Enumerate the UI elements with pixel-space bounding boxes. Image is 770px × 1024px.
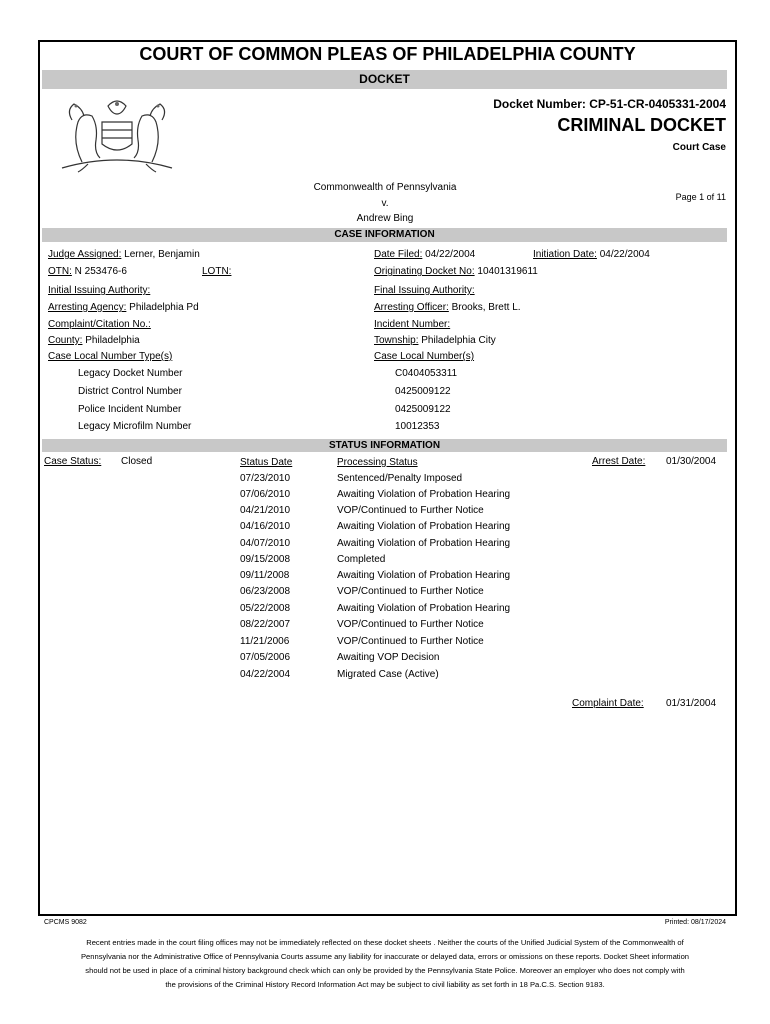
status-date: 09/11/2008 — [240, 570, 290, 581]
judge-value: Lerner, Benjamin — [124, 249, 200, 260]
court-case-label: Court Case — [672, 142, 726, 153]
complaint-date-value: 01/31/2004 — [666, 698, 717, 709]
status-date: 04/22/2004 — [240, 669, 291, 680]
township-value: Philadelphia City — [421, 335, 496, 346]
originating-docket-value: 10401319611 — [477, 266, 538, 277]
local-number-type: Legacy Docket Number — [78, 368, 183, 379]
local-number: 0425009122 — [395, 386, 451, 397]
local-number-type: District Control Number — [78, 386, 182, 397]
county-value: Philadelphia — [85, 335, 140, 346]
case-status-value: Closed — [121, 456, 153, 467]
local-number-type: Police Incident Number — [78, 404, 182, 415]
case-information-bar: CASE INFORMATION — [42, 228, 727, 242]
arresting-agency-value: Philadelphia Pd — [129, 302, 199, 313]
status-date: 06/23/2008 — [240, 586, 291, 597]
local-number-type-label: Case Local Number Type(s) — [48, 351, 173, 362]
status-date: 11/21/2006 — [240, 636, 290, 647]
processing-status: Awaiting VOP Decision — [337, 652, 440, 663]
status-date: 04/16/2010 — [240, 521, 291, 532]
judge-row — [48, 249, 200, 260]
status-date: 04/21/2010 — [240, 505, 291, 516]
form-id: CPCMS 9082 — [44, 919, 87, 926]
processing-status: Sentenced/Penalty Imposed — [337, 473, 463, 484]
local-number: C0404053311 — [395, 368, 458, 379]
township-row — [374, 335, 496, 346]
complaint-date-label: Complaint Date: — [572, 698, 644, 709]
processing-status: Migrated Case (Active) — [337, 669, 439, 680]
versus: v. — [381, 198, 389, 209]
status-information-bar: STATUS INFORMATION — [42, 439, 727, 452]
arresting-officer-label: Arresting Officer: — [374, 302, 449, 313]
status-date: 09/15/2008 — [240, 554, 291, 565]
court-title: COURT OF COMMON PLEAS OF PHILADELPHIA COUNTY — [139, 44, 636, 64]
township-label: Township: — [374, 335, 419, 346]
initiation-date-label: Initiation Date: — [533, 249, 597, 260]
otn-label: OTN: — [48, 266, 72, 277]
arresting-officer-row — [374, 302, 521, 313]
status-date: 05/22/2008 — [240, 603, 291, 614]
status-date: 04/07/2010 — [240, 538, 291, 549]
processing-status: Awaiting Violation of Probation Hearing — [337, 489, 511, 500]
date-filed-row — [374, 249, 475, 260]
final-issuing-label: Final Issuing Authority: — [374, 285, 475, 296]
page-indicator: Page 1 of 11 — [675, 192, 726, 202]
arrest-date-value: 01/30/2004 — [666, 456, 717, 467]
otn-value: N 253476-6 — [74, 266, 127, 277]
status-date: 07/06/2010 — [240, 489, 291, 500]
arresting-agency-label: Arresting Agency: — [48, 302, 127, 313]
judge-label: Judge Assigned: — [48, 249, 122, 260]
processing-status-header: Processing Status — [337, 457, 418, 468]
originating-docket-row — [374, 266, 538, 277]
county-row — [48, 335, 140, 346]
initial-issuing-label: Initial Issuing Authority: — [48, 285, 151, 296]
processing-status: Awaiting Violation of Probation Hearing — [337, 521, 511, 532]
arresting-officer-value: Brooks, Brett L. — [451, 302, 521, 313]
processing-status: Awaiting Violation of Probation Hearing — [337, 603, 511, 614]
status-date: 07/23/2010 — [240, 473, 291, 484]
printed-date: Printed: 08/17/2024 — [664, 919, 726, 926]
status-date: 07/05/2006 — [240, 652, 291, 663]
initiation-date-row — [533, 249, 650, 260]
initiation-date-value: 04/22/2004 — [599, 249, 650, 260]
otn-row — [48, 266, 127, 277]
docket-type: CRIMINAL DOCKET — [557, 115, 726, 135]
processing-status: VOP/Continued to Further Notice — [337, 636, 484, 647]
defendant: Andrew Bing — [356, 213, 414, 224]
local-number: 0425009122 — [395, 404, 451, 415]
arresting-agency-row — [48, 302, 199, 313]
processing-status: VOP/Continued to Further Notice — [337, 505, 484, 516]
local-number-type: Legacy Microfilm Number — [78, 421, 192, 432]
county-label: County: — [48, 335, 83, 346]
local-number: 10012353 — [395, 421, 440, 432]
processing-status: Completed — [337, 554, 386, 565]
processing-status: VOP/Continued to Further Notice — [337, 586, 484, 597]
date-filed-label: Date Filed: — [374, 249, 423, 260]
status-date-header: Status Date — [240, 457, 293, 468]
case-status-label: Case Status: — [44, 456, 102, 467]
processing-status: Awaiting Violation of Probation Hearing — [337, 538, 511, 549]
docket-number: Docket Number: CP-51-CR-0405331-2004 — [493, 97, 726, 111]
processing-status: Awaiting Violation of Probation Hearing — [337, 570, 511, 581]
complaint-citation-label: Complaint/Citation No.: — [48, 319, 151, 330]
date-filed-value: 04/22/2004 — [425, 249, 476, 260]
local-numbers-label: Case Local Number(s) — [374, 351, 475, 362]
processing-status: VOP/Continued to Further Notice — [337, 619, 484, 630]
docket-bar: DOCKET — [42, 70, 727, 89]
arrest-date-label: Arrest Date: — [592, 456, 646, 467]
lotn-label: LOTN: — [202, 266, 232, 277]
pennsylvania-seal-icon — [52, 92, 182, 174]
disclaimer: Recent entries made in the court filing offices may not be immediately reflected on these docket sheets . Neither the courts of the Unified Judicial System of the Commonwealth of Pennsylvania nor the Administrative Office of Pennsylvania Courts assume any liability for inaccurate or delayed data, errors or omissions on these reports. Docket Sheet information should not be used in place of a criminal history background check which can only be provided by the Pennsylvania State Police. Moreover an employer who does not comply with the provisions of the Criminal History Record Information Act may be subject to civil liability as set forth in 18 Pa.C.S. Section 9183. — [80, 938, 690, 989]
incident-number-label: Incident Number: — [374, 319, 451, 330]
status-date: 08/22/2007 — [240, 619, 291, 630]
originating-docket-label: Originating Docket No: — [374, 266, 475, 277]
plaintiff: Commonwealth of Pennsylvania — [313, 182, 457, 193]
